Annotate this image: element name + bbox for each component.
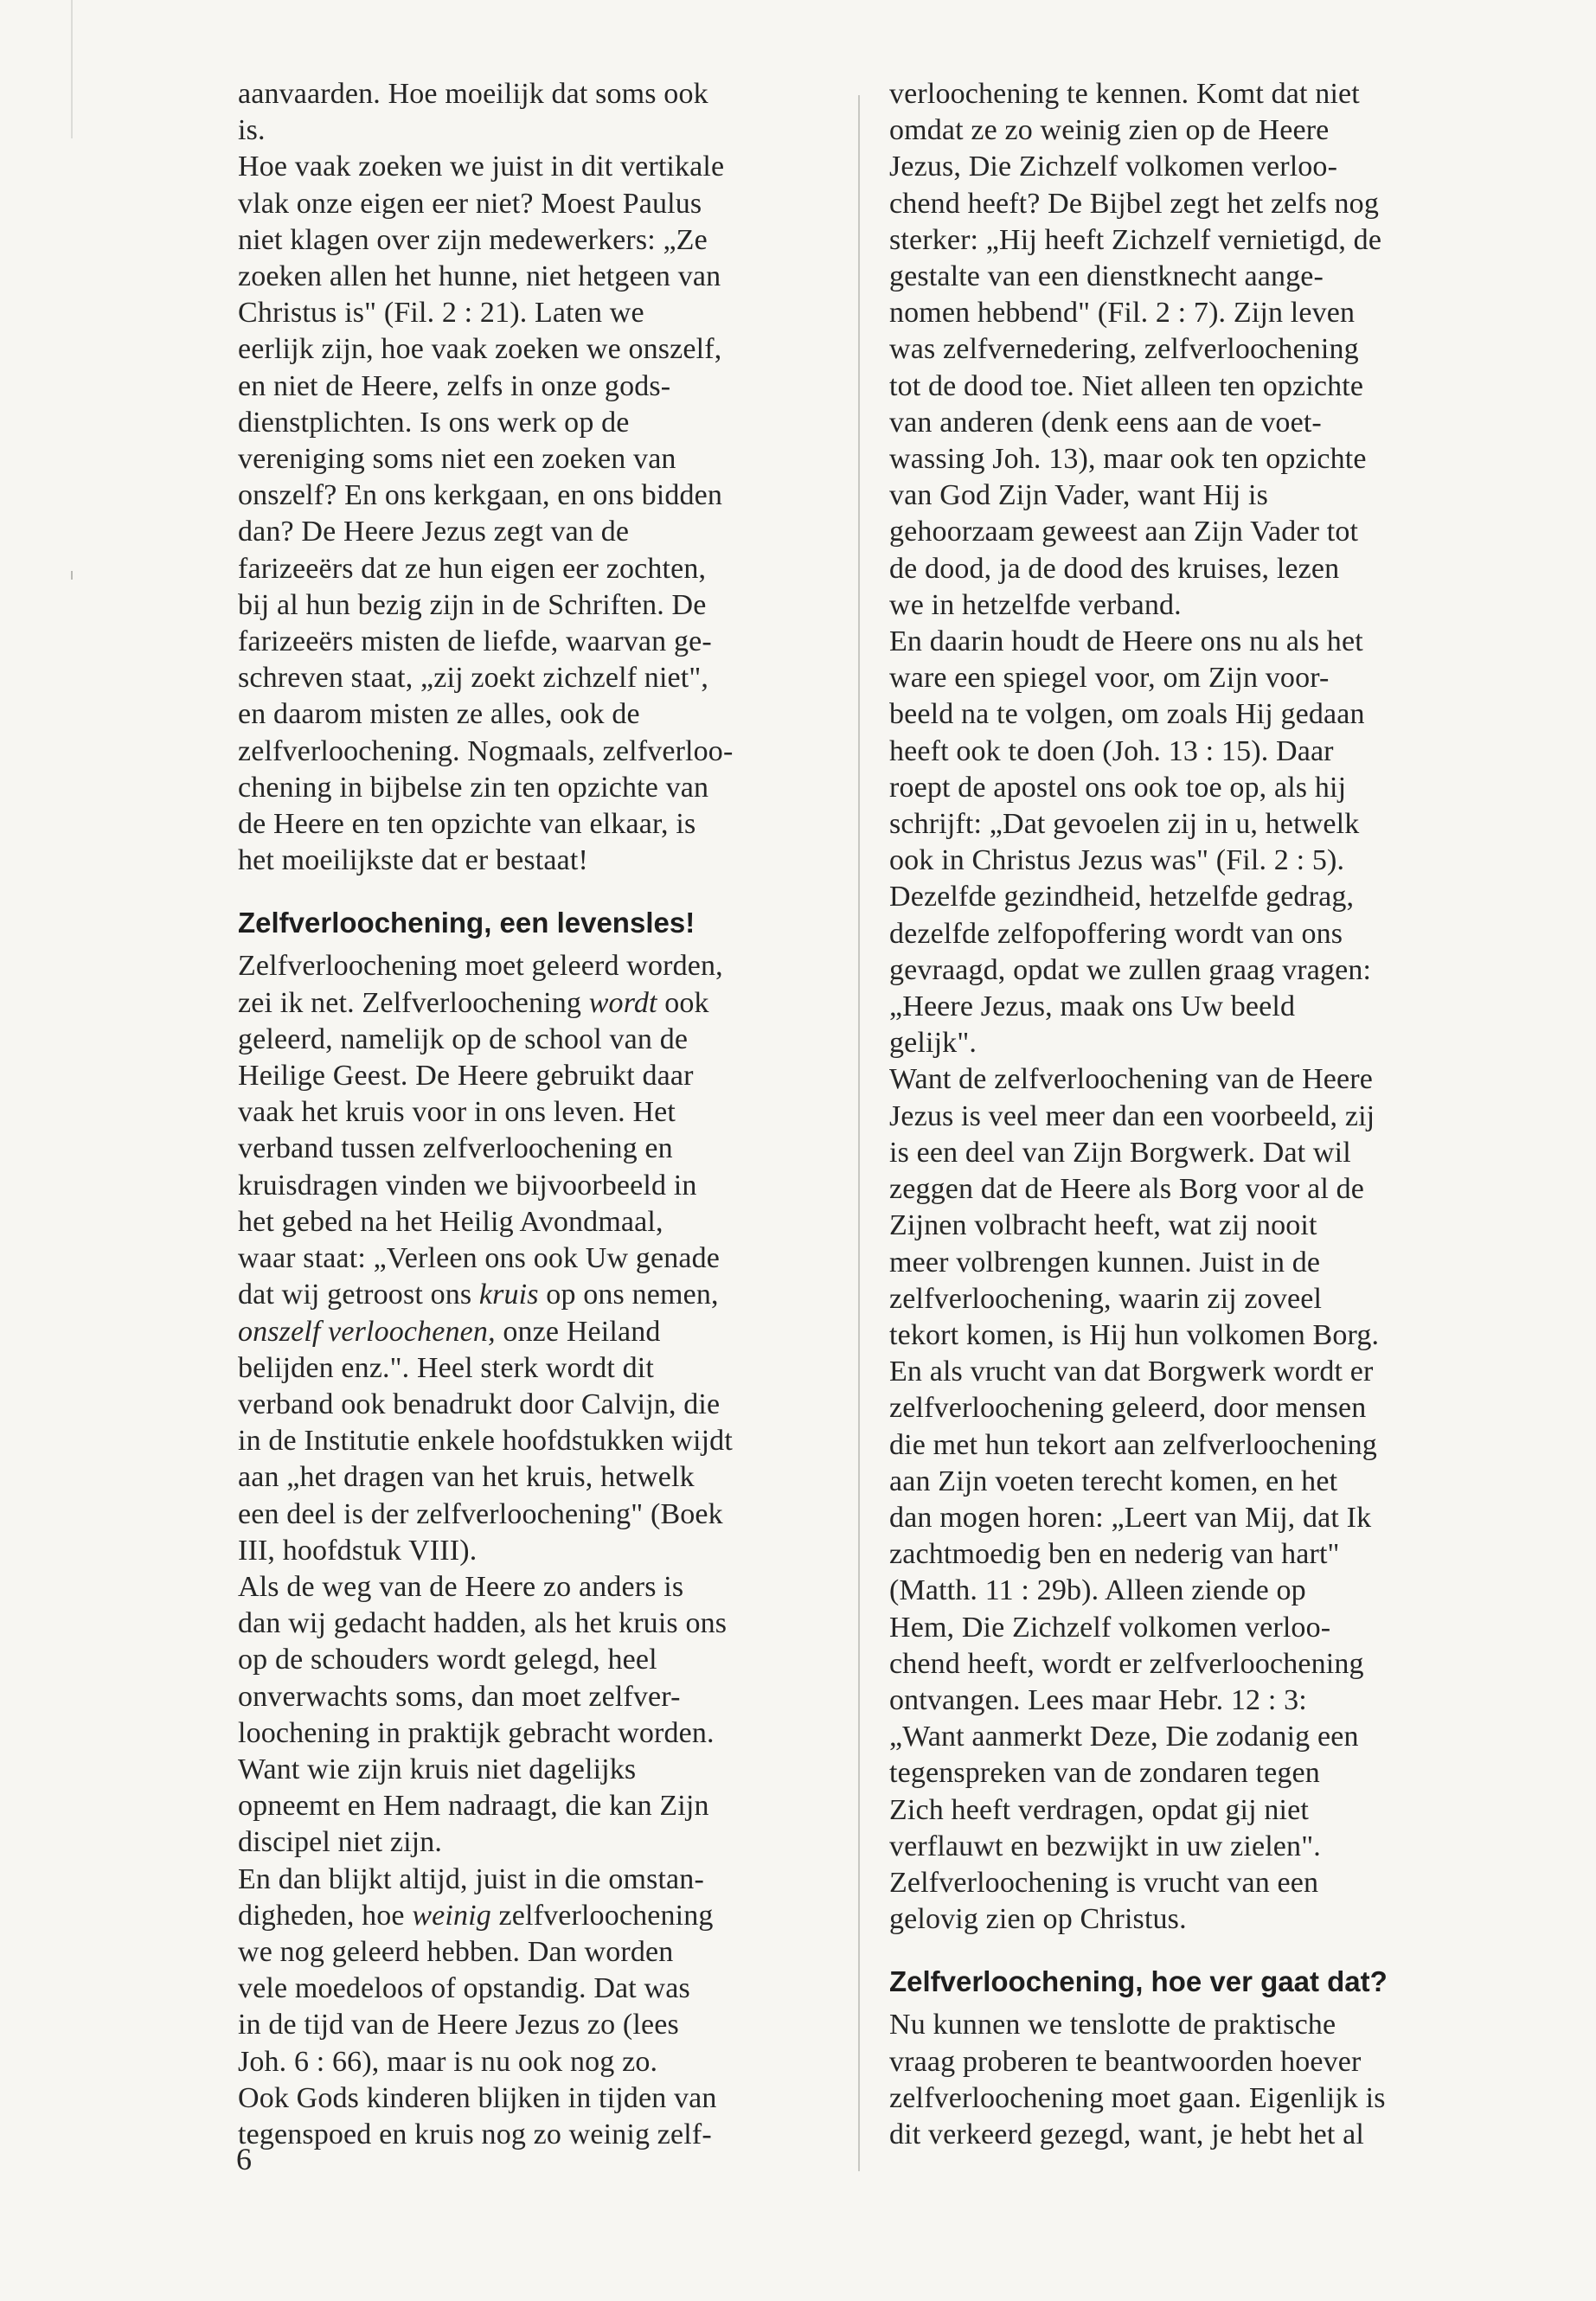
text-line — [238, 985, 843, 1022]
text-run: onverwachts soms, dan moet zelfver- — [238, 1680, 681, 1713]
text-line — [889, 1464, 1495, 1500]
text-line — [889, 1427, 1495, 1464]
section-heading — [238, 905, 843, 941]
text-line — [238, 2080, 843, 2117]
text-line — [238, 1459, 843, 1496]
text-run: dan? De Heere Jezus zegt van de — [238, 516, 630, 548]
text-run: Hem, Die Zichzelf volkomen verloo- — [889, 1611, 1331, 1644]
text-line — [238, 1423, 843, 1459]
text-run: ook — [657, 986, 709, 1019]
text-line — [889, 1719, 1495, 1755]
text-run: is een deel van Zijn Borgwerk. Dat wil — [889, 1136, 1351, 1169]
text-run: gehoorzaam geweest aan Zijn Vader tot — [889, 516, 1359, 548]
text-line — [889, 916, 1495, 952]
text-run: en niet de Heere, zelfs in onze gods- — [238, 369, 671, 402]
text-line — [238, 514, 843, 550]
text-run: we nog geleerd hebben. Dan worden — [238, 1935, 674, 1968]
text-run: schreven staat, „zij zoekt zichzelf niet", — [238, 662, 709, 695]
text-line — [889, 1792, 1495, 1829]
text-run: zelfverloochening moet gaan. Eigenlijk is — [889, 2081, 1386, 2114]
text-run: verband ook benadrukt door Calvijn, die — [238, 1388, 721, 1420]
text-line — [889, 2117, 1495, 2153]
text-line — [238, 186, 843, 222]
text-run: gelovig zien op Christus. — [889, 1903, 1187, 1936]
text-line — [889, 1245, 1495, 1281]
text-run: sterker: „Hij heeft Zichzelf vernietigd, de — [889, 223, 1382, 256]
text-run: chening in bijbelse zin ten opzichte van — [238, 771, 709, 804]
text-run: zoeken allen het hunne, niet hetgeen van — [238, 260, 721, 293]
text-run: het gebed na het Heilig Avondmaal, — [238, 1205, 663, 1238]
text-line — [889, 1025, 1495, 1061]
text-line — [889, 624, 1495, 660]
text-run: dan wij gedacht hadden, als het kruis ons — [238, 1607, 727, 1640]
text-run: de dood, ja de dood des kruises, lezen — [889, 552, 1340, 585]
text-line — [238, 295, 843, 331]
text-line — [889, 734, 1495, 770]
text-run: vele moedeloos of opstandig. Dat was — [238, 1972, 690, 2005]
section-heading — [889, 1964, 1495, 2000]
text-run: En daarin houdt de Heere ons nu als het — [889, 625, 1363, 658]
text-line — [238, 1240, 843, 1277]
text-line — [889, 806, 1495, 843]
text-run: ontvangen. Lees maar Hebr. 12 : 3: — [889, 1683, 1307, 1716]
text-line — [238, 1606, 843, 1642]
text-run: dezelfde zelfopoffering wordt van ons — [889, 917, 1343, 950]
text-run: vereniging soms niet een zoeken van — [238, 443, 676, 476]
text-line — [889, 331, 1495, 368]
text-run: vaak het kruis voor in ons leven. Het — [238, 1096, 676, 1129]
text-line — [889, 1390, 1495, 1426]
text-line — [238, 1204, 843, 1240]
text-line — [889, 369, 1495, 405]
text-run: op ons nemen, — [538, 1279, 719, 1311]
text-run: verband tussen zelfverloochening en — [238, 1132, 673, 1165]
text-run: kruisdragen vinden we bijvoorbeeld in — [238, 1169, 697, 1202]
text-line — [238, 948, 843, 984]
text-line — [238, 1569, 843, 1606]
text-run: dienstplichten. Is ons werk op de — [238, 406, 630, 439]
text-line — [238, 1131, 843, 1167]
text-run: gevraagd, opdat we zullen graag vragen: — [889, 953, 1372, 986]
text-run: dit verkeerd gezegd, want, je hebt het al — [889, 2118, 1364, 2150]
text-run: schrijft: „Dat gevoelen zij in u, hetwelk — [889, 808, 1360, 841]
text-run: (Matth. 11 : 29b). Alleen ziende op — [889, 1574, 1306, 1607]
text-run: Zich heeft verdragen, opdat gij niet — [889, 1793, 1309, 1826]
text-run: bij al hun bezig zijn in de Schriften. De — [238, 588, 707, 621]
text-run: is. — [238, 114, 266, 147]
text-line — [238, 405, 843, 441]
text-run: die met hun tekort aan zelfverloochening — [889, 1428, 1377, 1461]
text-run: waar staat: „Verleen ons ook Uw genade — [238, 1242, 721, 1275]
text-run: dan mogen horen: „Leert van Mij, dat Ik — [889, 1501, 1372, 1534]
text-line — [238, 2007, 843, 2043]
text-run: Nu kunnen we tenslotte de praktische — [889, 2009, 1336, 2041]
emphasis-text: kruis — [478, 1279, 539, 1311]
scan-edge-mark — [71, 0, 73, 138]
text-run: gelijk". — [889, 1027, 977, 1060]
text-line — [238, 1168, 843, 1204]
text-line — [889, 1682, 1495, 1719]
text-line — [238, 660, 843, 696]
text-run: Joh. 6 : 66), maar is nu ook nog zo. — [238, 2045, 658, 2078]
right-column — [889, 76, 1495, 2153]
text-run: chend heeft, wordt er zelfverloochening — [889, 1647, 1364, 1680]
text-run: Christus is" (Fil. 2 : 21). Laten we — [238, 297, 644, 330]
text-run: farizeeërs dat ze hun eigen eer zochten, — [238, 552, 707, 585]
text-line — [889, 478, 1495, 514]
text-line — [889, 1208, 1495, 1244]
text-line — [889, 1901, 1495, 1938]
text-run: farizeeërs misten de liefde, waarvan ge- — [238, 625, 712, 658]
text-run: heeft ook te doen (Joh. 13 : 15). Daar — [889, 734, 1334, 767]
text-line — [238, 1934, 843, 1971]
text-run: chend heeft? De Bijbel zegt het zelfs nog — [889, 187, 1379, 220]
text-run: Als de weg van de Heere zo anders is — [238, 1570, 684, 1603]
text-run: ook in Christus Jezus was" (Fil. 2 : 5). — [889, 844, 1345, 877]
text-line — [889, 405, 1495, 441]
scan-speck — [71, 571, 73, 580]
text-line — [889, 76, 1495, 112]
text-line — [238, 1387, 843, 1423]
text-run: zei ik net. Zelfverloochening — [238, 986, 589, 1019]
text-run: III, hoofdstuk VIII). — [238, 1534, 478, 1567]
text-line — [238, 369, 843, 405]
text-run: van anderen (denk eens aan de voet- — [889, 406, 1322, 439]
text-run: Zelfverloochening moet geleerd worden, — [238, 950, 723, 983]
text-line — [889, 2080, 1495, 2117]
text-line — [889, 1573, 1495, 1609]
text-line — [889, 1354, 1495, 1390]
text-run: Heilige Geest. De Heere gebruikt daar — [238, 1060, 694, 1093]
text-run: eerlijk zijn, hoe vaak zoeken we onszelf, — [238, 333, 722, 366]
text-line — [238, 441, 843, 478]
text-run: verloochening te kennen. Komt dat niet — [889, 78, 1360, 110]
text-line — [889, 843, 1495, 879]
text-run: aan „het dragen van het kruis, hetwelk — [238, 1461, 695, 1494]
text-line — [889, 952, 1495, 989]
text-run: En dan blijkt altijd, juist in die omstan- — [238, 1862, 704, 1895]
text-line — [238, 1862, 843, 1898]
text-line — [889, 587, 1495, 624]
text-run: tekort komen, is Hij hun volkomen Borg. — [889, 1318, 1380, 1351]
text-line — [238, 806, 843, 843]
text-line — [889, 1610, 1495, 1646]
text-line — [889, 770, 1495, 806]
text-line — [889, 1500, 1495, 1536]
page-number: 6 — [236, 2142, 252, 2176]
text-line — [238, 1971, 843, 2007]
text-run: aan Zijn voeten terecht komen, en het — [889, 1465, 1338, 1497]
text-run: tegenspreken van de zondaren tegen — [889, 1757, 1320, 1790]
text-run: zelfverloochening geleerd, door mensen — [889, 1392, 1367, 1425]
text-line — [238, 1533, 843, 1569]
text-run: was zelfvernedering, zelfverloochening — [889, 333, 1359, 366]
text-run: Hoe vaak zoeken we juist in dit vertikale — [238, 151, 725, 183]
text-line — [889, 1755, 1495, 1791]
text-line — [238, 1898, 843, 1934]
text-run: Zelfverloochening, een levensles! — [238, 907, 695, 939]
text-run: roept de apostel ons ook toe op, als hij — [889, 771, 1347, 804]
text-line — [238, 112, 843, 149]
emphasis-text: weinig — [412, 1899, 491, 1932]
emphasis-text: wordt — [588, 986, 657, 1019]
text-run: Jezus, Die Zichzelf volkomen verloo- — [889, 151, 1338, 183]
text-line — [238, 478, 843, 514]
text-run: de Heere en ten opzichte van elkaar, is — [238, 808, 696, 841]
text-run: ware een spiegel voor, om Zijn voor- — [889, 662, 1330, 695]
text-run: Zijnen volbracht heeft, wat zij nooit — [889, 1209, 1317, 1242]
text-line — [238, 1642, 843, 1678]
text-line — [889, 1171, 1495, 1208]
text-line — [238, 1752, 843, 1788]
text-run: beeld na te volgen, om zoals Hij gedaan — [889, 698, 1365, 731]
text-line — [238, 1094, 843, 1131]
text-run: onze Heiland — [495, 1315, 661, 1348]
text-run: geleerd, namelijk op de school van de — [238, 1022, 689, 1055]
text-run: loochening in praktijk gebracht worden. — [238, 1716, 715, 1749]
text-run: tegenspoed en kruis nog zo weinig zelf- — [238, 2118, 712, 2150]
text-line — [889, 1865, 1495, 1901]
text-run: Want de zelfverloochening van de Heere — [889, 1063, 1373, 1096]
text-line — [889, 2044, 1495, 2080]
text-line — [889, 186, 1495, 222]
text-run: omdat ze zo weinig zien op de Heere — [889, 114, 1330, 147]
text-line — [238, 2044, 843, 2080]
text-run: Zelfverloochening is vrucht van een — [889, 1866, 1319, 1899]
text-line — [889, 1536, 1495, 1573]
text-line — [889, 222, 1495, 259]
text-line — [238, 1314, 843, 1350]
text-run: verflauwt en bezwijkt in uw zielen". — [889, 1830, 1321, 1862]
text-line — [238, 696, 843, 733]
text-line — [889, 1281, 1495, 1317]
text-run: zelfverloochening. Nogmaals, zelfverloo- — [238, 734, 734, 767]
text-line — [889, 295, 1495, 331]
text-run: aanvaarden. Hoe moeilijk dat soms ook — [238, 78, 708, 110]
text-run: wassing Joh. 13), maar ook ten opzichte — [889, 443, 1367, 476]
text-line — [238, 1277, 843, 1313]
text-line — [238, 1824, 843, 1861]
text-line — [238, 76, 843, 112]
text-run: van God Zijn Vader, want Hij is — [889, 479, 1268, 512]
text-line — [889, 551, 1495, 587]
text-run: belijden enz.". Heel sterk wordt dit — [238, 1351, 654, 1384]
text-run: Dezelfde gezindheid, hetzelfde gedrag, — [889, 881, 1355, 913]
text-line — [238, 331, 843, 368]
text-run: Ook Gods kinderen blijken in tijden van — [238, 2081, 717, 2114]
text-run: Zelfverloochening, hoe ver gaat dat? — [889, 1965, 1388, 1998]
text-line — [889, 112, 1495, 149]
text-run: discipel niet zijn. — [238, 1826, 443, 1859]
text-line — [238, 1022, 843, 1058]
text-run: in de Institutie enkele hoofdstukken wijdt — [238, 1425, 733, 1458]
text-run: vraag proberen te beantwoorden hoever — [889, 2045, 1362, 2078]
text-run: Jezus is veel meer dan een voorbeeld, zij — [889, 1099, 1375, 1132]
text-line — [238, 587, 843, 624]
text-line — [889, 259, 1495, 295]
text-line — [238, 624, 843, 660]
text-run: nomen hebbend" (Fil. 2 : 7). Zijn leven — [889, 297, 1356, 330]
text-run: „Want aanmerkt Deze, Die zodanig een — [889, 1721, 1359, 1753]
text-line — [238, 734, 843, 770]
text-run: tot de dood toe. Niet alleen ten opzichte — [889, 369, 1364, 402]
text-run: „Heere Jezus, maak ons Uw beeld — [889, 990, 1296, 1023]
text-line — [889, 1099, 1495, 1135]
text-line — [889, 1317, 1495, 1354]
text-run: zachtmoedig ben en nederig van hart" — [889, 1538, 1340, 1571]
text-line — [238, 222, 843, 259]
text-line — [889, 2007, 1495, 2043]
text-run: vlak onze eigen eer niet? Moest Paulus — [238, 187, 702, 220]
text-run: een deel is der zelfverloochening" (Boek — [238, 1497, 723, 1530]
text-line — [238, 551, 843, 587]
text-line — [889, 1061, 1495, 1098]
text-line — [889, 879, 1495, 915]
text-run: opneemt en Hem nadraagt, die kan Zijn — [238, 1790, 709, 1823]
text-run: het moeilijkste dat er bestaat! — [238, 844, 588, 877]
text-line — [238, 1497, 843, 1533]
column-divider — [858, 95, 860, 2171]
text-line — [238, 1715, 843, 1752]
emphasis-text: onszelf verloochenen, — [238, 1315, 496, 1348]
text-line — [889, 441, 1495, 478]
text-run: niet klagen over zijn medewerkers: „Ze — [238, 223, 708, 256]
text-line — [238, 149, 843, 185]
text-line — [889, 1829, 1495, 1865]
text-line — [238, 843, 843, 879]
text-line — [238, 2117, 843, 2153]
text-line — [238, 1350, 843, 1387]
text-line — [889, 696, 1495, 733]
text-run: gestalte van een dienstknecht aange- — [889, 260, 1324, 293]
text-line — [889, 514, 1495, 550]
text-run: dat wij getroost ons — [238, 1279, 479, 1311]
text-run: en daarom misten ze alles, ook de — [238, 698, 640, 731]
text-run: zeggen dat de Heere als Borg voor al de — [889, 1173, 1365, 1206]
text-line — [889, 1646, 1495, 1682]
text-line — [889, 1135, 1495, 1171]
text-run: meer volbrengen kunnen. Juist in de — [889, 1246, 1321, 1279]
text-run: zelfverloochening — [490, 1899, 714, 1932]
text-run: Want wie zijn kruis niet dagelijks — [238, 1753, 637, 1785]
text-run: digheden, hoe — [238, 1899, 413, 1932]
text-line — [889, 149, 1495, 185]
text-line — [238, 259, 843, 295]
text-line — [238, 1788, 843, 1824]
text-line — [889, 989, 1495, 1025]
text-line — [889, 660, 1495, 696]
text-line — [238, 1679, 843, 1715]
text-run: we in hetzelfde verband. — [889, 588, 1182, 621]
text-line — [238, 1058, 843, 1094]
text-run: op de schouders wordt gelegd, heel — [238, 1644, 657, 1676]
text-line — [238, 770, 843, 806]
text-run: in de tijd van de Heere Jezus zo (lees — [238, 2009, 679, 2041]
text-run: zelfverloochening, waarin zij zoveel — [889, 1282, 1323, 1315]
left-column — [238, 76, 843, 2153]
text-run: En als vrucht van dat Borgwerk wordt er — [889, 1356, 1374, 1388]
text-run: onszelf? En ons kerkgaan, en ons bidden — [238, 479, 723, 512]
